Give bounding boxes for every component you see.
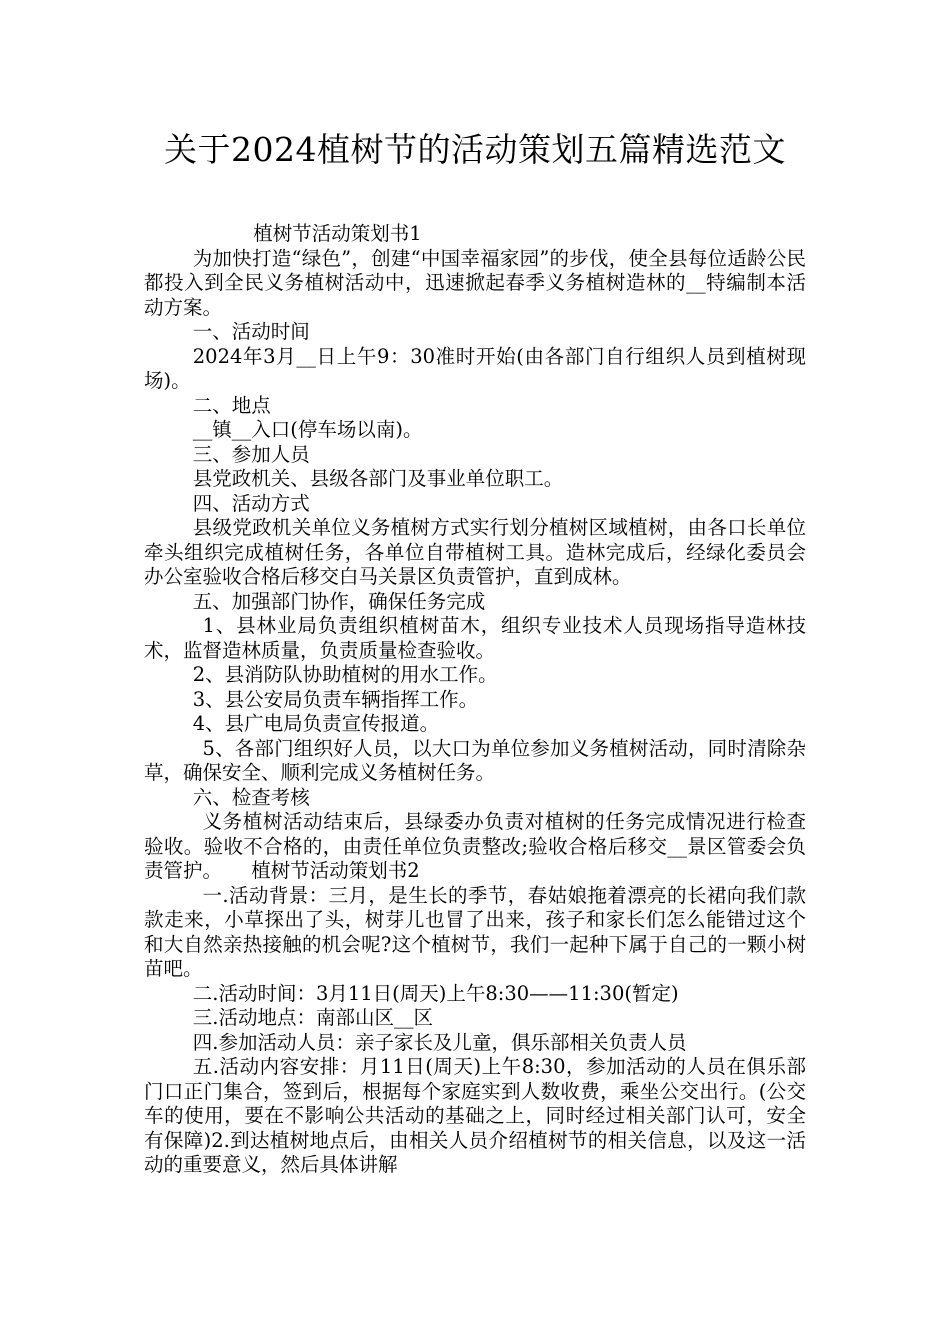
paragraph: 3、县公安局负责车辆指挥工作。 (192, 687, 479, 711)
paragraph: 5、各部门组织好人员，以大口为单位参加义务植树活动，同时清除杂草，确保安全、顺利完成义务植树任务。 (144, 736, 806, 784)
paragraph: __镇__入口(停车场以南)。 (192, 418, 423, 441)
paragraph: 三.活动地点：南部山区__区 (192, 1006, 433, 1029)
paragraph: 一、活动时间 (192, 320, 310, 343)
section-heading: 植树节活动策划书1 (253, 222, 422, 245)
paragraph: 县党政机关、县级各部门及事业单位职工。 (192, 467, 564, 490)
document-title: 关于2024植树节的活动策划五篇精选范文 (164, 130, 786, 169)
paragraph: 1、县林业局负责组织植树苗木，组织专业技术人员现场指导造林技术，监督造林质量，负责质量检查验收。 (144, 614, 806, 662)
paragraph: 二.活动时间：3月11日(周天)上午8:30——11:30(暂定) (192, 981, 679, 1005)
paragraph: 为加快打造“绿色”，创建“中国幸福家园”的步伐，使全县每位适龄公民都投入到全民义务植树活动中，迅速掀起春季义务植树造林的__特编制本活动方案。 (144, 246, 806, 319)
paragraph: 三、参加人员 (192, 442, 310, 466)
paragraph: 县级党政机关单位义务植树方式实行划分植树区域植树，由各口长单位牵头组织完成植树任务，各单位自带植树工具。造林完成后，经绿化委员会办公室验收合格后移交白马关景区负责管护，直到成林。 (144, 516, 806, 588)
paragraph: 四.参加活动人员：亲子家长及儿童，俱乐部相关负责人员 (192, 1030, 687, 1054)
paragraph: 二、地点 (192, 393, 271, 417)
paragraph: 2024年3月__日上午9：30准时开始(由各部门自行组织人员到植树现场)。 (144, 344, 806, 392)
paragraph: 五、加强部门协作，确保任务完成 (192, 589, 486, 613)
paragraph: 一.活动背景：三月，是生长的季节，春姑娘拖着漂亮的长裙向我们款款走来，小草探出了头，树芽儿也冒了出来，孩子和家长们怎么能错过这个和大自然亲热接触的机会呢?这个植树节，我们一起种下属于自己的一颗小树苗吧。 (144, 883, 806, 980)
paragraph: 五.活动内容安排：月11日(周天)上午8:30，参加活动的人员在俱乐部门口正门集合，签到后，根据每个家庭实到人数收费，乘坐公交出行。(公交车的使用，要在不影响公共活动的基础之上，同时经过相关部门认可，安全有保障)2.到达植树地点后，由相关人员介绍植树节的相关信息，以及这一活动的重要意义，然后具体讲解 (144, 1055, 806, 1176)
paragraph: 四、活动方式 (192, 491, 310, 515)
paragraph: 4、县广电局负责宣传报道。 (192, 712, 440, 735)
paragraph: 六、检查考核 (192, 785, 310, 809)
paragraph: 2、县消防队协助植树的用水工作。 (192, 663, 498, 686)
document-body (144, 222, 806, 1178)
paragraph: 义务植树活动结束后，县绿委办负责对植树的任务完成情况进行检查验收。验收不合格的，由责任单位负责整改;验收合格后移交__景区管委会负责管护。 植树节活动策划书2 (144, 810, 806, 882)
